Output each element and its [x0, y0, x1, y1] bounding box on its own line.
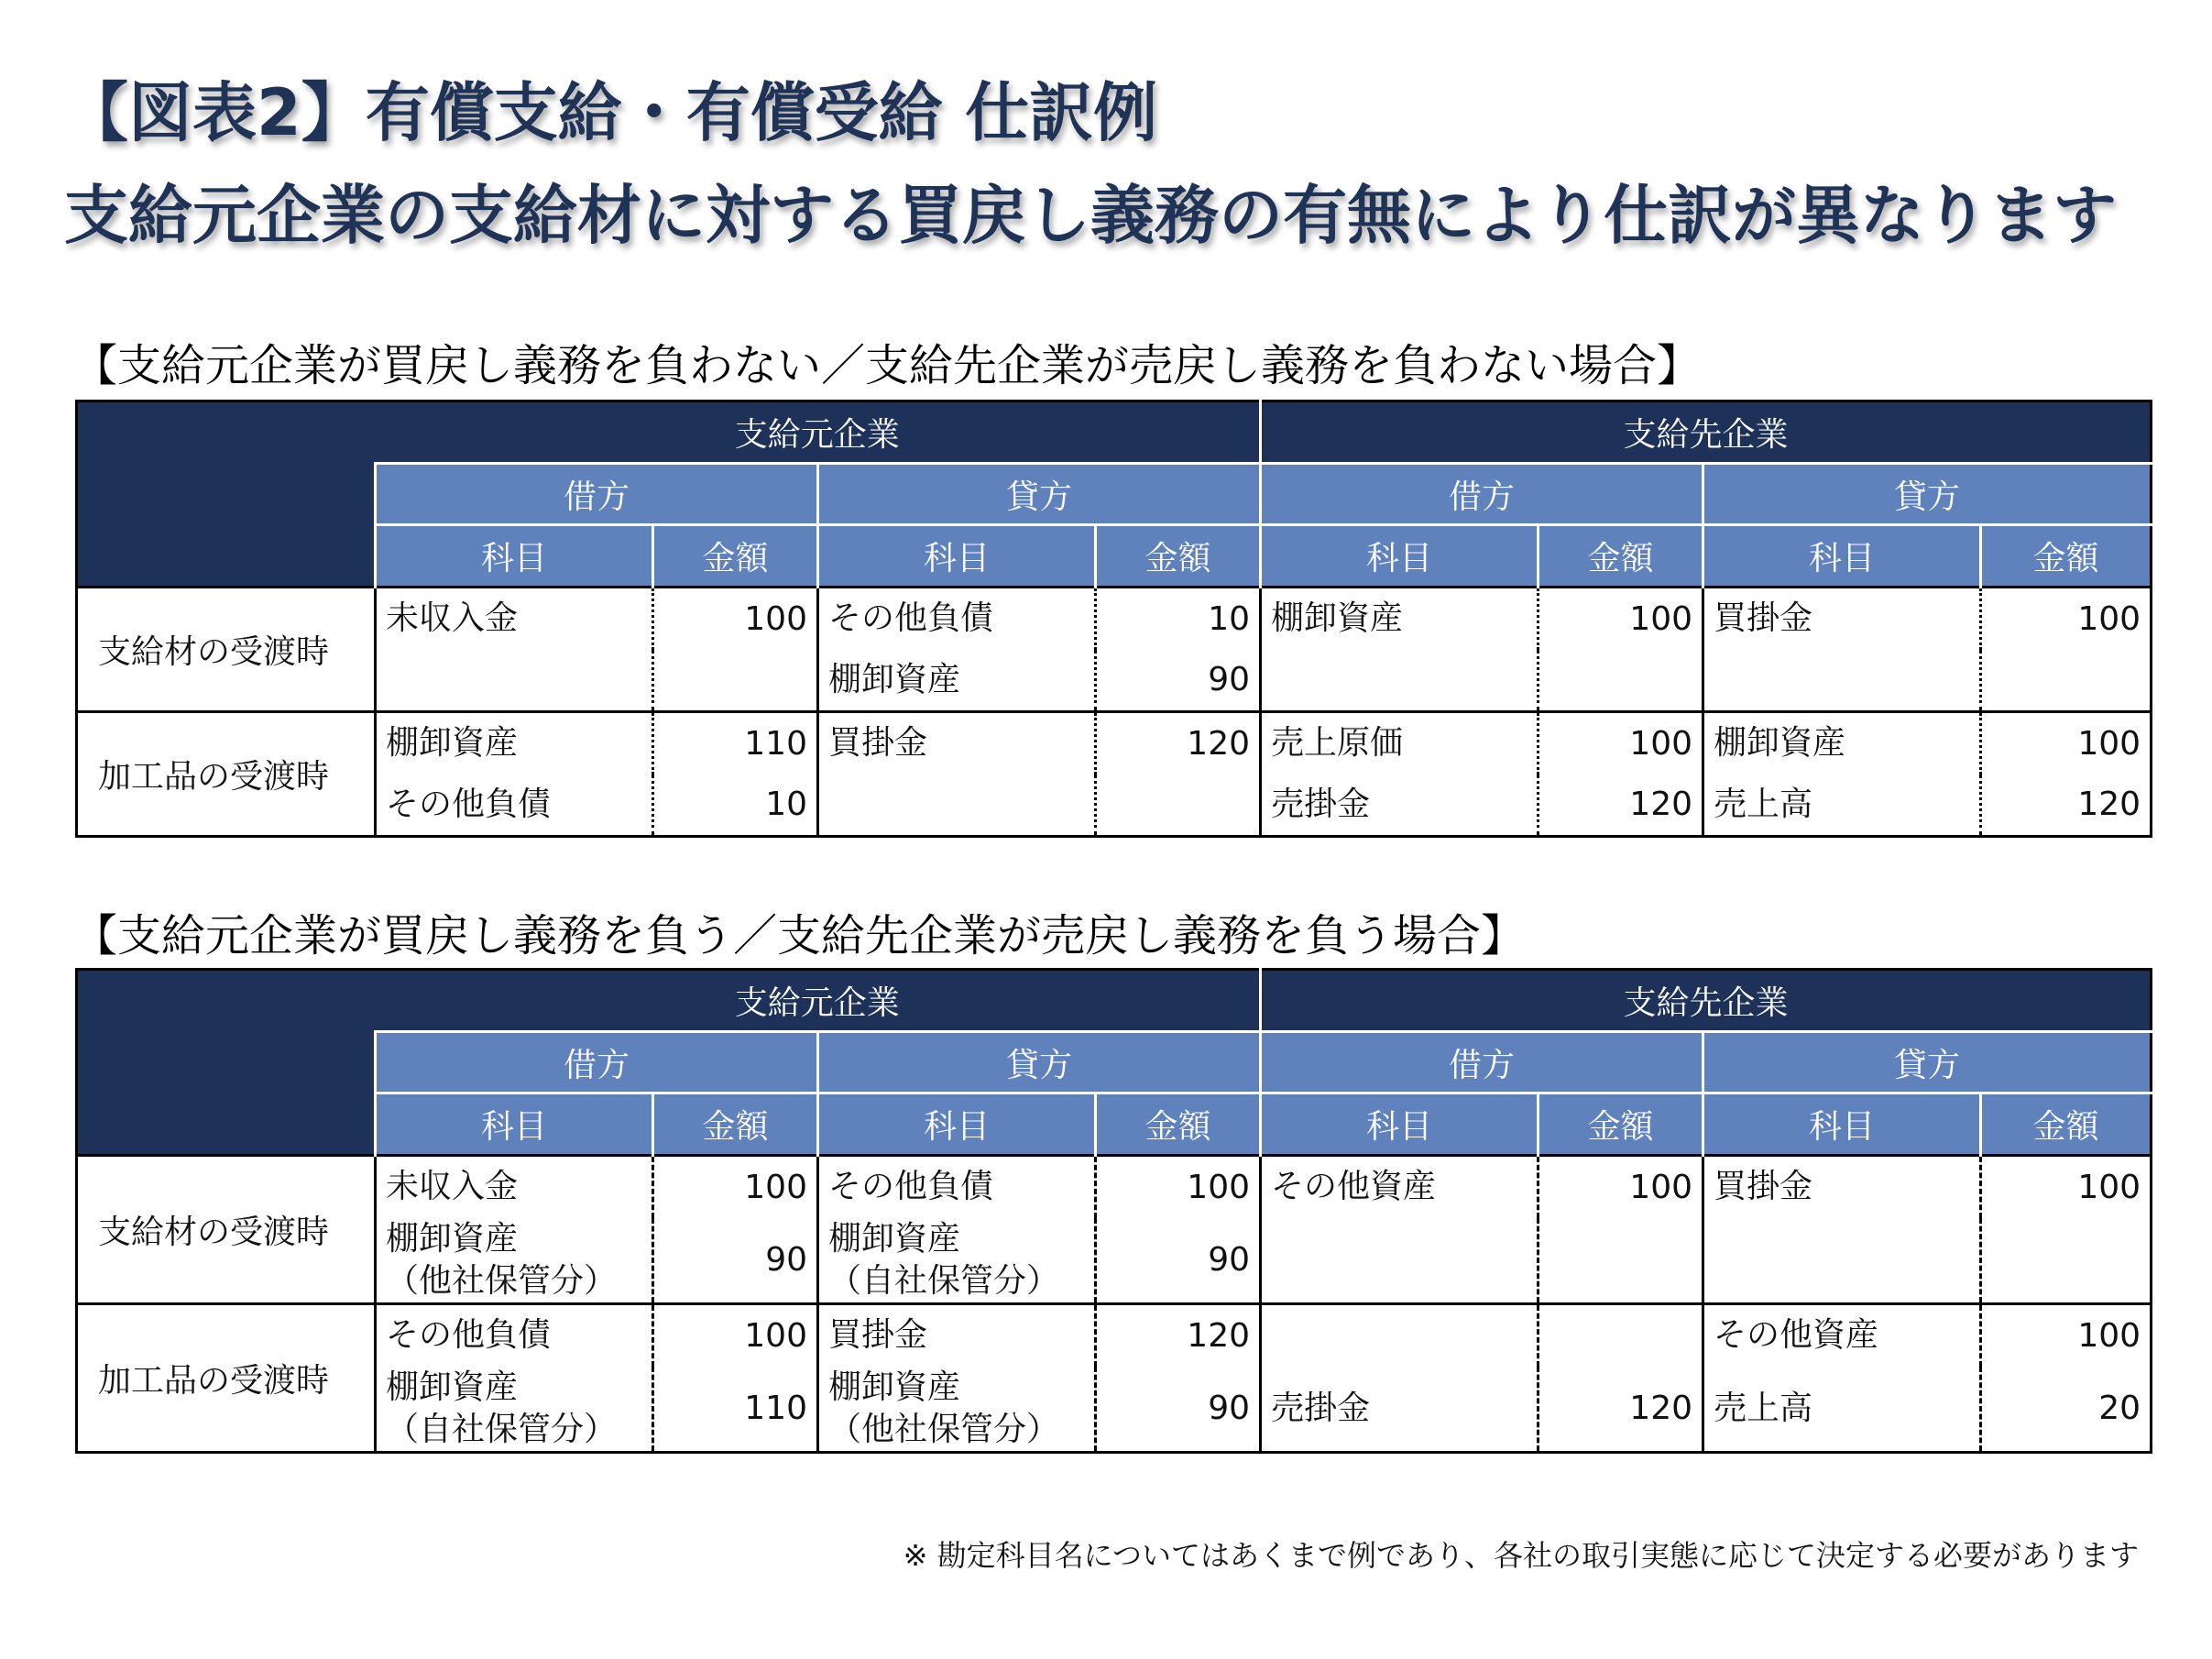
account-cell: その他負債	[818, 588, 1096, 650]
account-cell	[818, 1304, 1096, 1367]
amount-cell: 90	[1096, 1218, 1261, 1304]
header-account: 科目	[1261, 525, 1539, 588]
row-group-label: 加工品の受渡時	[77, 712, 376, 837]
header-debit: 借方	[1261, 464, 1703, 525]
row-group-label: 加工品の受渡時	[77, 1304, 376, 1453]
header-supplier: 支給元企業	[376, 401, 1261, 464]
row-group-label: 支給材の受渡時	[77, 588, 376, 712]
account-cell	[376, 650, 653, 712]
header-account: 科目	[1261, 1093, 1539, 1156]
account-text: その他資産	[1271, 1168, 1437, 1206]
amount-cell: 100	[1981, 1156, 2152, 1218]
header-credit: 貸方	[818, 464, 1261, 525]
journal-table-1	[75, 400, 2152, 838]
account-text: 棚卸資産	[828, 1219, 961, 1258]
account-text: 棚卸資産	[386, 1368, 519, 1406]
table-row	[77, 588, 2152, 650]
account-cell	[376, 1156, 653, 1218]
amount-cell	[1981, 650, 2152, 712]
account-cell	[376, 1304, 653, 1367]
amount-cell	[1539, 650, 1703, 712]
header-row-side	[77, 1032, 2152, 1093]
account-text: その他負債	[828, 1168, 994, 1206]
account-cell: 棚卸資産	[1703, 712, 1981, 775]
account-cell: 棚卸資産	[1261, 588, 1539, 650]
amount-cell: 120	[1539, 775, 1703, 837]
account-text: 棚卸資産	[386, 1219, 519, 1258]
account-cell	[376, 1218, 653, 1304]
header-credit: 貸方	[1703, 1032, 2152, 1093]
account-text: その他資産	[1714, 1316, 1879, 1355]
amount-cell: 100	[653, 1156, 818, 1218]
header-row-columns	[77, 1093, 2152, 1156]
account-cell: 買掛金	[1703, 588, 1981, 650]
amount-cell: 100	[653, 1304, 818, 1367]
table-row	[77, 775, 2152, 837]
account-text: その他負債	[386, 1316, 552, 1355]
header-account: 科目	[1703, 525, 1981, 588]
amount-cell: 90	[653, 1218, 818, 1304]
account-cell: 売掛金	[1261, 775, 1539, 837]
amount-cell: 10	[653, 775, 818, 837]
table-row	[77, 712, 2152, 775]
account-cell	[1703, 1367, 1981, 1453]
table-row	[77, 1367, 2152, 1453]
header-credit: 貸方	[818, 1032, 1261, 1093]
amount-cell	[1981, 1218, 2152, 1304]
account-cell	[1261, 1156, 1539, 1218]
amount-cell	[1096, 775, 1261, 837]
amount-cell	[1539, 1218, 1703, 1304]
header-account: 科目	[376, 1093, 653, 1156]
account-text: 売上高	[1714, 1389, 1813, 1427]
header-row-columns	[77, 525, 2152, 588]
account-cell: 売上高	[1703, 775, 1981, 837]
table1-caption: 【支給元企業が買戻し義務を負わない／支給先企業が売戻し義務を負わない場合】	[73, 340, 1702, 391]
amount-cell: 100	[653, 588, 818, 650]
account-cell	[1703, 1218, 1981, 1304]
account-text: 棚卸資産	[828, 1368, 961, 1406]
table-row	[77, 650, 2152, 712]
amount-cell: 120	[1981, 775, 2152, 837]
footnote: ※ 勘定科目名についてはあくまで例であり、各社の取引実態に応じて決定する必要があります	[903, 1538, 2139, 1573]
header-amount: 金額	[1096, 1093, 1261, 1156]
amount-cell: 100	[1981, 712, 2152, 775]
amount-cell	[653, 650, 818, 712]
table-row	[77, 1304, 2152, 1367]
account-cell	[1261, 650, 1539, 712]
amount-cell: 90	[1096, 650, 1261, 712]
amount-cell: 100	[1981, 1304, 2152, 1367]
header-account: 科目	[376, 525, 653, 588]
amount-cell: 100	[1096, 1156, 1261, 1218]
account-text: （自社保管分）	[828, 1261, 1060, 1300]
account-cell	[818, 775, 1096, 837]
journal-table-2	[75, 968, 2152, 1454]
account-cell	[818, 1367, 1096, 1453]
account-cell	[1261, 1304, 1539, 1367]
account-cell	[1261, 1367, 1539, 1453]
header-amount: 金額	[1981, 1093, 2152, 1156]
amount-cell: 20	[1981, 1367, 2152, 1453]
amount-cell: 100	[1539, 712, 1703, 775]
amount-cell: 100	[1981, 588, 2152, 650]
header-credit: 貸方	[1703, 464, 2152, 525]
header-row-side	[77, 464, 2152, 525]
amount-cell	[1539, 1304, 1703, 1367]
account-cell: 未収入金	[376, 588, 653, 650]
header-row-entity	[77, 401, 2152, 464]
header-corner	[77, 401, 376, 588]
account-cell	[376, 1367, 653, 1453]
header-supplier: 支給元企業	[376, 970, 1261, 1032]
header-amount: 金額	[1096, 525, 1261, 588]
amount-cell: 110	[653, 712, 818, 775]
account-cell: 棚卸資産	[818, 650, 1096, 712]
account-cell	[818, 1156, 1096, 1218]
account-cell: 買掛金	[818, 712, 1096, 775]
account-text: （他社保管分）	[828, 1410, 1060, 1448]
row-group-label: 支給材の受渡時	[77, 1156, 376, 1304]
amount-cell: 120	[1539, 1367, 1703, 1453]
amount-cell: 90	[1096, 1367, 1261, 1453]
account-cell	[1703, 650, 1981, 712]
account-cell: その他負債	[376, 775, 653, 837]
amount-cell: 100	[1539, 1156, 1703, 1218]
header-row-entity	[77, 970, 2152, 1032]
table2-caption: 【支給元企業が買戻し義務を負う／支給先企業が売戻し義務を負う場合】	[73, 910, 1526, 961]
header-amount: 金額	[1539, 1093, 1703, 1156]
header-account: 科目	[818, 525, 1096, 588]
account-cell	[1261, 1218, 1539, 1304]
account-cell: 棚卸資産	[376, 712, 653, 775]
title-line-1: 【図表2】有償支給・有償受給 仕訳例	[64, 75, 1158, 150]
amount-cell: 120	[1096, 1304, 1261, 1367]
header-account: 科目	[1703, 1093, 1981, 1156]
header-debit: 借方	[1261, 1032, 1703, 1093]
account-text: 買掛金	[828, 1316, 928, 1355]
table-row	[77, 1156, 2152, 1218]
account-text: 買掛金	[1714, 1168, 1813, 1206]
account-text: 未収入金	[386, 1168, 519, 1206]
header-amount: 金額	[653, 1093, 818, 1156]
account-cell: 売上原価	[1261, 712, 1539, 775]
header-corner	[77, 970, 376, 1156]
header-amount: 金額	[653, 525, 818, 588]
amount-cell: 120	[1096, 712, 1261, 775]
header-recipient: 支給先企業	[1261, 970, 2152, 1032]
amount-cell: 10	[1096, 588, 1261, 650]
account-cell	[1703, 1304, 1981, 1367]
account-text: 売掛金	[1271, 1389, 1371, 1427]
account-text: （他社保管分）	[386, 1261, 618, 1300]
header-debit: 借方	[376, 1032, 818, 1093]
account-text: （自社保管分）	[386, 1410, 618, 1448]
amount-cell: 110	[653, 1367, 818, 1453]
header-debit: 借方	[376, 464, 818, 525]
amount-cell: 100	[1539, 588, 1703, 650]
table-row	[77, 1218, 2152, 1304]
account-cell	[1703, 1156, 1981, 1218]
account-cell	[818, 1218, 1096, 1304]
header-amount: 金額	[1539, 525, 1703, 588]
title-line-2: 支給元企業の支給材に対する買戻し義務の有無により仕訳が異なります	[64, 178, 2117, 253]
header-recipient: 支給先企業	[1261, 401, 2152, 464]
header-amount: 金額	[1981, 525, 2152, 588]
header-account: 科目	[818, 1093, 1096, 1156]
